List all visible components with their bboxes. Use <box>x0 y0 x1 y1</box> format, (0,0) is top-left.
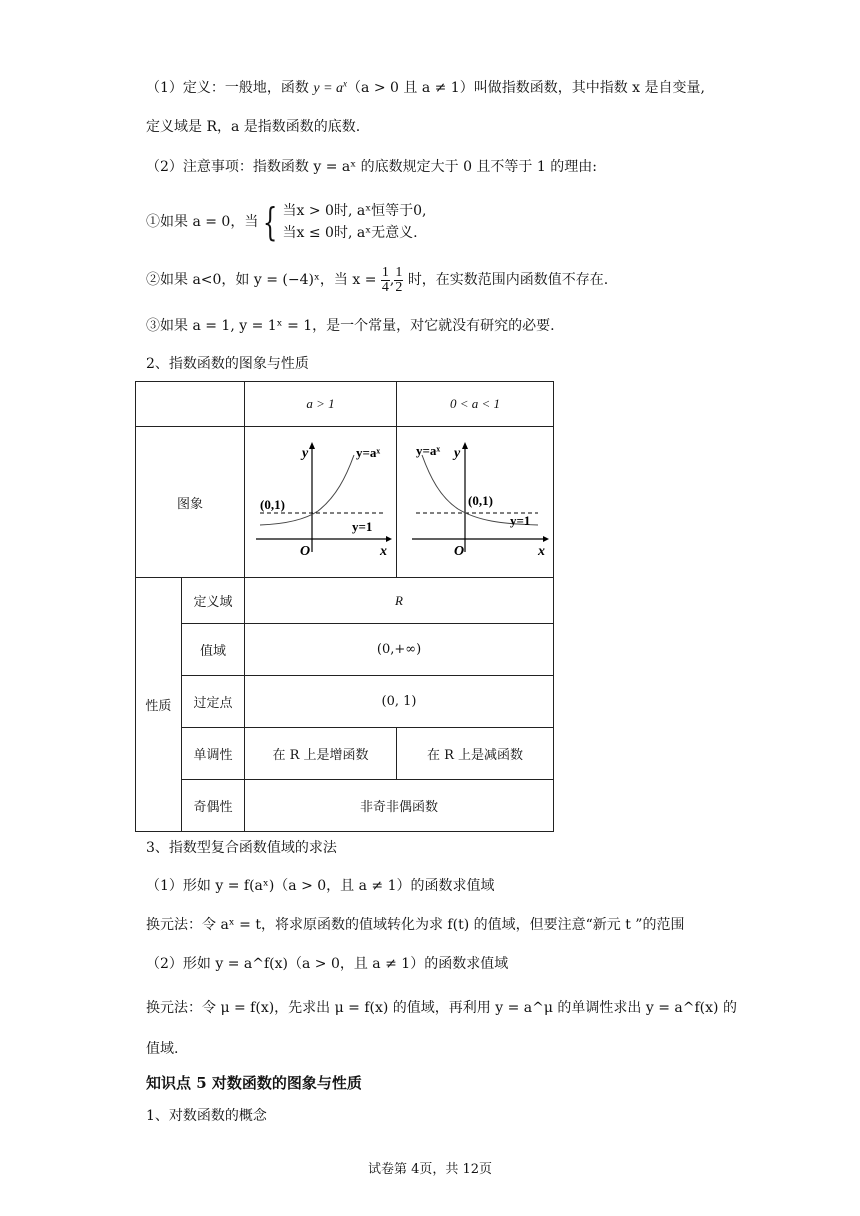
fraction-2-den: 2 <box>395 279 403 295</box>
asymptote-label: y=1 <box>351 519 372 534</box>
case-1-sub-b: 当x ≤ 0时, aˣ无意义. <box>282 225 418 241</box>
monotonicity-increasing: 在 R 上是增函数 <box>245 728 397 780</box>
case-2-prefix: ②如果 a<0，如 y = (−4)ˣ，当 x = <box>146 272 377 288</box>
page-footer: 试卷第 4页，共 12页 <box>367 1162 493 1177</box>
row-fixed-point <box>136 676 554 728</box>
notes-heading: （2）注意事项：指数函数 y = aˣ 的底数规定大于 0 且不等于 1 的理由: <box>146 159 597 175</box>
section-5-title: 知识点 5 对数函数的图象与性质 <box>146 1074 362 1092</box>
graph-cell-decreasing <box>397 427 554 578</box>
x-axis-label: x <box>379 544 387 559</box>
row-range <box>136 624 554 676</box>
case-1 <box>146 200 427 244</box>
monotonicity-decreasing: 在 R 上是减函数 <box>397 728 554 780</box>
row-domain <box>136 578 554 624</box>
x-axis-arrow <box>543 536 549 542</box>
section-3-p1: （1）形如 y = f(aˣ)（a > 0，且 a ≠ 1）的函数求值域 <box>146 878 495 894</box>
section-3-p3: （2）形如 y = a^f(x)（a > 0，且 a ≠ 1）的函数求值域 <box>146 956 509 972</box>
origin-label: O <box>299 544 310 559</box>
row-monotonicity <box>136 728 554 780</box>
y-axis-label: y <box>453 446 460 461</box>
graph-cell-increasing <box>245 427 397 578</box>
case-2: ②如果 a<0，如 y = (−4)ˣ，当 x = $\frac{1}{4}$ , $\frac{1}{2}$ 时，在实数范围内函数值不存在. <box>146 264 609 295</box>
point-label: (0,1) <box>467 493 493 508</box>
y-axis-label: y <box>301 446 308 461</box>
header-a-gt-1: a > 1 <box>245 382 397 427</box>
fraction-2-num: 1 <box>395 264 403 280</box>
y-axis-arrow <box>462 442 468 449</box>
graph-row-label: 图象 <box>136 427 245 578</box>
case-1-prefix: ①如果 a = 0，当 <box>146 214 259 230</box>
row-label-domain: 定义域 <box>181 578 244 624</box>
point-label: (0,1) <box>259 497 285 512</box>
section-3-title: 3、指数型复合函数值域的求法 <box>146 840 337 856</box>
case-1-cases <box>283 200 427 244</box>
properties-group-label: 性质 <box>136 578 182 832</box>
section-3-p4: 换元法：令 μ = f(x)，先求出 μ = f(x) 的值域，再利用 y = a^μ 的单调性求出 y = a^f(x) 的 <box>146 1000 737 1016</box>
row-label-monotonicity: 单调性 <box>181 728 244 780</box>
section-3-p2: 换元法：令 aˣ = t，将求原函数的值域转化为求 f(t) 的值域，但要注意“新元 t ”的范围 <box>146 917 685 933</box>
case-2-suffix: 时，在实数范围内函数值不存在. <box>407 272 609 288</box>
row-label-parity: 奇偶性 <box>181 780 244 832</box>
table-corner-cell <box>136 382 245 427</box>
case-3: ③如果 a = 1, y = 1ˣ = 1，是一个常量，对它就没有研究的必要. <box>146 318 555 334</box>
row-label-range: 值域 <box>181 624 244 676</box>
fraction-1-2 <box>394 266 403 295</box>
table-graph-row <box>136 427 554 578</box>
exponential-properties-table <box>135 381 554 832</box>
definition-line-1 <box>146 78 705 99</box>
range-value: (0,+∞) <box>245 624 554 676</box>
section-5-subtitle: 1、对数函数的概念 <box>146 1108 267 1124</box>
y-axis-arrow <box>309 442 315 449</box>
x-axis-arrow <box>386 536 392 542</box>
increasing-curve <box>260 455 354 525</box>
domain-value: R <box>245 578 554 624</box>
definition-condition: （a > 0 且 a ≠ 1）叫做指数函数，其中指数 x 是自变量, <box>347 80 705 96</box>
header-a-lt-1: 0 < a < 1 <box>397 382 554 427</box>
fixed-point-value: (0, 1) <box>245 676 554 728</box>
row-label-fixed-point: 过定点 <box>181 676 244 728</box>
row-parity <box>136 780 554 832</box>
section-3-p5: 值域. <box>146 1041 179 1057</box>
asymptote-label: y=1 <box>509 513 530 528</box>
case-1-sub-a: 当x > 0时, aˣ恒等于0, <box>282 203 427 219</box>
section-2-title: 2、指数函数的图象与性质 <box>146 356 309 372</box>
fraction-1-4 <box>381 266 390 295</box>
x-axis-label: x <box>537 544 545 559</box>
graph-increasing <box>246 427 396 573</box>
fraction-1-num: 1 <box>381 264 389 280</box>
brace-glyph: { <box>263 200 278 244</box>
definition-prefix: （1）定义：一般地，函数 <box>146 80 314 96</box>
curve-label: y=aˣ <box>415 443 440 458</box>
table-header-row <box>136 382 554 427</box>
origin-label: O <box>453 544 464 559</box>
definition-line-2: 定义域是 R，a 是指数函数的底数. <box>146 119 361 135</box>
formula-y-ax: $y = a^x$ <box>313 78 348 96</box>
graph-decreasing <box>398 427 553 573</box>
curve-label: y=aˣ <box>355 445 380 460</box>
parity-value: 非奇非偶函数 <box>245 780 554 832</box>
fraction-1-den: 4 <box>381 279 389 295</box>
